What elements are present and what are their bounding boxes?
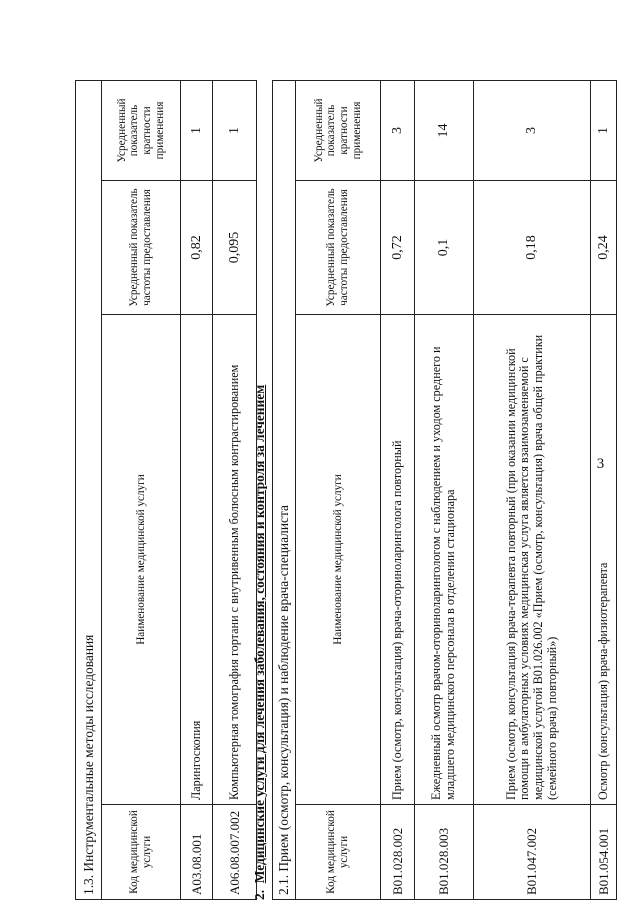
table-row: [213, 80, 257, 899]
page-number: 3: [596, 455, 605, 472]
table-row: [474, 80, 591, 899]
table-row: [181, 80, 213, 899]
header-row: [296, 80, 381, 899]
multiplicity-value: 1: [181, 80, 213, 180]
table-row: [591, 80, 617, 899]
section-2-number: 2.: [252, 889, 267, 900]
service-code: B01.028.003: [415, 805, 474, 900]
multiplicity-value: 14: [415, 80, 474, 180]
frequency-value: 0,24: [591, 181, 617, 315]
multiplicity-value: 3: [474, 80, 591, 180]
multiplicity-value: 1: [591, 80, 617, 180]
frequency-value: 0,72: [381, 181, 415, 315]
table-specialist-visits: [272, 80, 617, 900]
header-code: Код медицинской услуги: [102, 805, 181, 900]
frequency-value: 0,82: [181, 181, 213, 315]
service-name: Ларингоскопия: [181, 315, 213, 805]
multiplicity-value: 3: [381, 80, 415, 180]
header-name: Наименование медицинской услуги: [296, 315, 381, 805]
section-2-1-title: 2.1. Прием (осмотр, консультация) и наблюдение врача-специалиста: [273, 80, 296, 899]
service-name: Осмотр (консультация) врача-физиотерапевта: [591, 315, 617, 805]
header-code: Код медицинской услуги: [296, 805, 381, 900]
section-1-3-title: 1.3. Инструментальные методы исследования: [76, 80, 102, 899]
header-frequency: Усредненный показатель частоты предоставления: [102, 181, 181, 315]
table-row: [381, 80, 415, 899]
frequency-value: 0,095: [213, 181, 257, 315]
header-multiplicity: Усредненный показатель кратности применения: [102, 80, 181, 180]
service-code: B01.047.002: [474, 805, 591, 900]
service-name: Прием (осмотр, консультация) врача-оториноларинголога повторный: [381, 315, 415, 805]
frequency-value: 0,1: [415, 181, 474, 315]
header-name: Наименование медицинской услуги: [102, 315, 181, 805]
multiplicity-value: 1: [213, 80, 257, 180]
header-multiplicity: Усредненный показатель кратности применения: [296, 80, 381, 180]
service-code: A03.08.001: [181, 805, 213, 900]
section-2-title: Медицинские услуги для лечения заболевания, состояния и контроля за лечением: [252, 384, 267, 884]
section-row: [273, 80, 296, 899]
section-2-heading: [252, 385, 268, 900]
section-row: [76, 80, 102, 899]
service-code: A06.08.007.002: [213, 805, 257, 900]
service-name: Компьютерная томография гортани с внутривенным болюсным контрастированием: [213, 315, 257, 805]
service-code: B01.054.001: [591, 805, 617, 900]
frequency-value: 0,18: [474, 181, 591, 315]
table-instrumental-methods: [75, 80, 257, 900]
header-frequency: Усредненный показатель частоты предоставления: [296, 181, 381, 315]
table-row: [415, 80, 474, 899]
header-row: [102, 80, 181, 899]
service-code: B01.028.002: [381, 805, 415, 900]
service-name: Ежедневный осмотр врачом-оториноларингологом с наблюдением и уходом среднего и младшего медицинского персонала в отделении стационара: [415, 315, 474, 805]
service-name: Прием (осмотр, консультация) врача-терапевта повторный (при оказании медицинской помощи в амбулаторных условиях медицинская услуга является взаимозаменяемой с медицинской услугой B01.026.002 «Прием (осмотр, консультация) врача общей практики (семейного врача) повторный»): [474, 315, 591, 805]
